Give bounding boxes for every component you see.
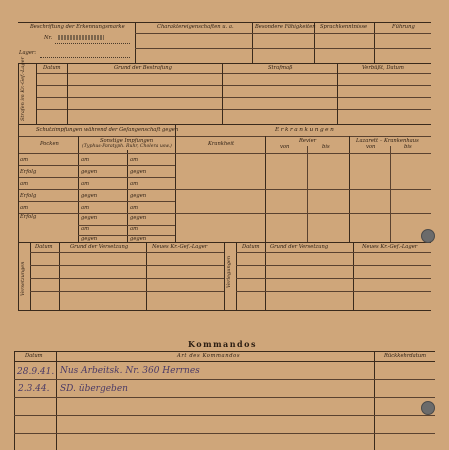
rule	[14, 361, 435, 362]
rule	[78, 225, 175, 226]
rule	[222, 63, 223, 124]
label-erfolg: Erfolg	[20, 214, 37, 220]
rule	[14, 379, 435, 380]
rule	[18, 242, 19, 310]
rule	[14, 397, 435, 398]
header-revier: Revier	[299, 138, 317, 144]
label-am: am	[81, 181, 90, 187]
rule	[175, 189, 431, 190]
header-neues: Neues Kr.-Gef.-Lager	[152, 244, 208, 250]
rule	[18, 124, 431, 125]
header-lazarett-bis: bis	[404, 144, 412, 150]
stamped-number-field	[58, 35, 104, 40]
rule	[175, 213, 431, 214]
rule	[374, 22, 375, 63]
header-datum: Datum	[35, 244, 53, 250]
header-datum: Datum	[25, 353, 43, 359]
rule	[18, 63, 19, 124]
label-gegen: gegen	[130, 193, 147, 199]
label-am: am	[20, 181, 29, 187]
label-am: am	[20, 205, 29, 211]
rule	[307, 146, 308, 242]
label-gegen: gegen	[130, 215, 147, 221]
label-erfolg: Erfolg	[20, 193, 37, 199]
rule	[236, 291, 431, 292]
header-lazarett-von: von	[366, 144, 376, 150]
dotted-line	[40, 57, 130, 58]
label-am: am	[81, 157, 90, 163]
label-erfolg: Erfolg	[20, 169, 37, 175]
header-rueckkehr: Rückkehrdatum	[384, 353, 427, 359]
label-gegen: gegen	[81, 169, 98, 175]
header-datum: Datum	[242, 244, 260, 250]
label-gegen: gegen	[81, 193, 98, 199]
kommandos-title: Kommandos	[188, 339, 257, 349]
punch-hole	[421, 229, 435, 243]
rule	[18, 177, 175, 178]
header-lazarett: Lazarett – Krankenhaus	[356, 138, 419, 144]
header-revier-von: von	[280, 144, 290, 150]
header-grund: Grund der Versetzung	[70, 244, 129, 250]
rule	[175, 124, 176, 242]
label-am: am	[130, 226, 139, 232]
header-grund: Grund der Versetzung	[270, 244, 329, 250]
rule	[18, 201, 175, 202]
label-nr: Nr.	[44, 35, 53, 41]
dotted-line	[55, 43, 130, 44]
rule	[236, 278, 431, 279]
rule	[18, 310, 431, 311]
header-revier-bis: bis	[322, 144, 330, 150]
rule	[18, 213, 175, 214]
punch-hole	[421, 401, 435, 415]
label-beschriftung: Beschriftung der Erkennungsmarke	[30, 24, 125, 30]
header-strafmass: Strafmaß	[268, 65, 293, 71]
rule	[252, 22, 253, 63]
rule	[36, 63, 37, 124]
rule	[30, 278, 224, 279]
kommando-row-text: Nus Arbeitsk. Nr. 360 Herrnes	[60, 366, 200, 376]
rule	[36, 73, 431, 74]
rule	[337, 63, 338, 124]
label-faehigkeiten: Besondere Fähigkeiten	[255, 24, 316, 30]
rule	[56, 351, 57, 450]
rule	[36, 85, 431, 86]
rule	[18, 153, 431, 154]
header-datum: Datum	[43, 65, 61, 71]
label-sprachen: Sprachkenntnisse	[320, 24, 368, 30]
label-am: am	[20, 157, 29, 163]
rule	[30, 265, 224, 266]
label-am: am	[130, 157, 139, 163]
header-neues: Neues Kr.-Gef.-Lager	[362, 244, 418, 250]
verlegungen-side-label: Verlegungen	[226, 255, 232, 288]
kommando-row-date: 2.3.44.	[18, 384, 50, 394]
rule	[18, 136, 431, 137]
rule	[135, 22, 136, 63]
rule	[135, 48, 431, 49]
label-am: am	[81, 205, 90, 211]
rule	[18, 165, 175, 166]
rule	[390, 146, 391, 242]
label-gegen: gegen	[81, 215, 98, 221]
impfungen-heading: Schutzimpfungen während der Gefangenschaft gegen	[36, 127, 179, 133]
header-sonstige-detail: (Typhus-Paratyph. Ruhr, Cholera usw.)	[82, 144, 172, 149]
label-am: am	[130, 205, 139, 211]
strafen-side-label: Strafen im Kr.-Gef.-Lager	[20, 57, 26, 121]
header-grund: Grund der Bestrafung	[114, 65, 172, 71]
label-lager: Lager:	[19, 50, 37, 56]
header-krankheit: Krankheit	[208, 141, 235, 147]
rule	[14, 351, 15, 450]
rule	[18, 63, 431, 64]
rule	[224, 242, 225, 310]
rule	[127, 150, 128, 242]
rule	[14, 351, 435, 352]
rule	[18, 189, 175, 190]
rule	[18, 22, 431, 23]
rule	[30, 291, 224, 292]
kommando-row-date: 28.9.41.	[17, 367, 55, 377]
rule	[135, 33, 431, 34]
header-verbuesst: Verbüßt, Datum	[362, 65, 404, 71]
header-sonstige: Sonstige Impfungen	[100, 138, 154, 144]
rule	[14, 415, 435, 416]
label-gegen: gegen	[130, 236, 147, 242]
rule	[36, 97, 431, 98]
rule	[236, 252, 431, 253]
rule	[374, 351, 375, 450]
header-art: Art des Kommandos	[177, 353, 241, 359]
label-am: am	[130, 181, 139, 187]
header-pocken: Pocken	[40, 141, 59, 147]
erkrankungen-heading: Erkrankungen	[275, 127, 336, 133]
label-fuehrung: Führung	[392, 24, 415, 30]
rule	[67, 63, 68, 124]
versetzungen-side-label: Versetzungen	[20, 261, 26, 296]
rule	[14, 433, 435, 434]
rule	[236, 265, 431, 266]
rule	[18, 124, 19, 242]
rule	[36, 109, 431, 110]
rule	[30, 252, 224, 253]
kommando-row-text: SD. übergeben	[60, 384, 128, 394]
label-gegen: gegen	[81, 236, 98, 242]
label-charakter: Charaktereigenschaften u. a.	[157, 24, 234, 30]
label-am: am	[81, 226, 90, 232]
label-gegen: gegen	[130, 169, 147, 175]
